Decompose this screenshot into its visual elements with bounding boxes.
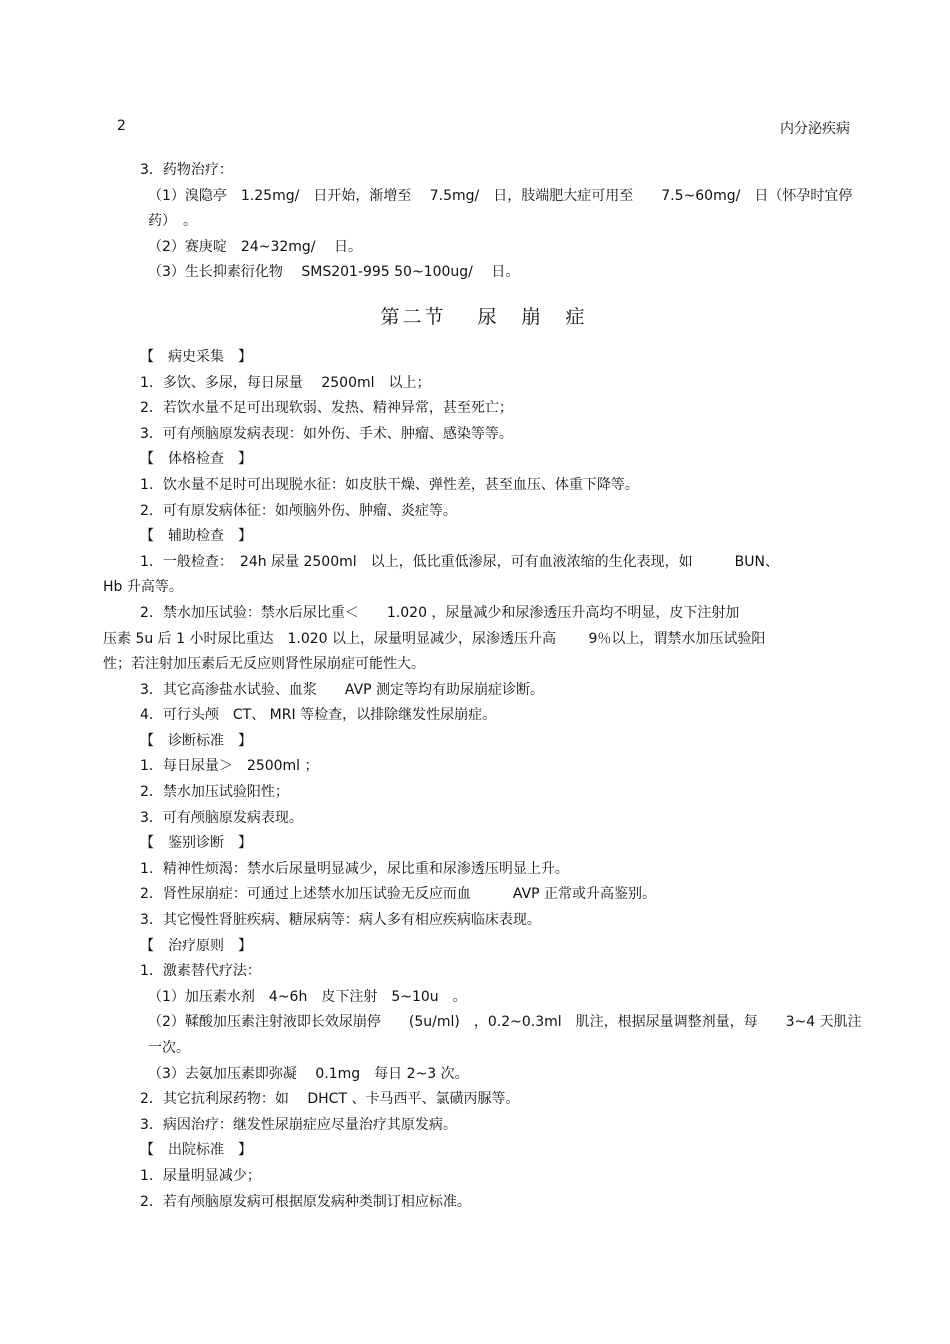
section-heading: 【 诊断标准 】	[140, 732, 252, 749]
text-line: 3．可有颅脑原发病表现：如外伤、手术、肿瘤、感染等等。	[140, 425, 513, 442]
text-line: 1．激素替代疗法：	[140, 963, 261, 980]
text-line: 1．饮水量不足时可出现脱水征：如皮肤干燥、弹性差，甚至血压、体重下降等。	[140, 476, 639, 493]
text-line: 2．禁水加压试验阳性；	[140, 784, 289, 801]
text-line: 2．其它抗利尿药物：如 DHCT 、卡马西平、氯磺丙脲等。	[140, 1091, 520, 1108]
text-line: 压素 5u 后 1 小时尿比重达 1.020 以上，尿量明显减少，尿渗透压升高 9％以上，谓禁水加压试验阳	[103, 630, 766, 647]
section-heading: 【 体格检查 】	[140, 451, 252, 468]
text-line: 2．可有原发病体征：如颅脑外伤、肿瘤、炎症等。	[140, 502, 457, 519]
text-line: 1．每日尿量＞ 2500ml ；	[140, 758, 319, 775]
text-line: （2）鞣酸加压素注射液即长效尿崩停 (5u/ml) ，0.2~0.3ml 肌注，根据尿量调整剂量，每 3~4 天肌注一次。	[148, 1014, 862, 1056]
text-line: 1．一般检查： 24h 尿量 2500ml 以上，低比重低渗尿，可有血液浓缩的生化表现，如 BUN、	[140, 553, 779, 570]
section-heading: 【 鉴别诊断 】	[140, 835, 252, 852]
text-line: （2）赛庚啶 24~32mg/ 日。	[148, 238, 362, 255]
text-line: 3．可有颅脑原发病表现。	[140, 809, 303, 826]
text-line: 2．肾性尿崩症：可通过上述禁水加压试验无反应而血 AVP 正常或升高鉴别。	[140, 886, 657, 903]
text-line: 3．病因治疗：继发性尿崩症应尽量治疗其原发病。	[140, 1116, 457, 1133]
text-line: 4．可行头颅 CT、 MRI 等检查，以排除继发性尿崩症。	[140, 707, 497, 724]
text-line: 2．禁水加压试验：禁水后尿比重＜ 1.020 ，尿量减少和尿渗透压升高均不明显，皮下注射加	[140, 604, 740, 621]
section-heading: 【 病史采集 】	[140, 348, 252, 365]
text-line: 3．其它慢性肾脏疾病、糖尿病等：病人多有相应疾病临床表现。	[140, 912, 541, 929]
text-line: 性；若注射加压素后无反应则肾性尿崩症可能性大。	[103, 656, 425, 673]
section-heading: 【 治疗原则 】	[140, 937, 252, 954]
text-line: 1．精神性烦渴：禁水后尿量明显减少，尿比重和尿渗透压明显上升。	[140, 860, 569, 877]
text-line: 2．若饮水量不足可出现软弱、发热、精神异常，甚至死亡；	[140, 400, 513, 417]
section-body	[103, 345, 865, 1215]
text-line: （3）去氨加压素即弥凝 0.1mg 每日 2~3 次。	[148, 1065, 469, 1082]
previous-section-text	[103, 158, 865, 286]
section-heading: 【 辅助检查 】	[140, 528, 252, 545]
document-body	[103, 158, 865, 1215]
text-line: 2．若有颅脑原发病可根据原发病种类制订相应标准。	[140, 1193, 471, 1210]
page-number: 2	[117, 118, 126, 134]
text-line: （3）生长抑素衍化物 SMS201-995 50~100ug/ 日。	[148, 264, 520, 281]
text-line: Hb 升高等。	[103, 579, 183, 596]
running-title: 内分泌疾病	[780, 121, 850, 137]
text-line: 1．多饮、多尿，每日尿量 2500ml 以上；	[140, 374, 431, 391]
text-line: 3．其它高渗盐水试验、血浆 AVP 测定等均有助尿崩症诊断。	[140, 681, 545, 698]
text-line: （1）加压素水剂 4~6h 皮下注射 5~10u 。	[148, 988, 467, 1005]
section-heading: 【 出院标准 】	[140, 1142, 252, 1159]
text-line: 3．药物治疗：	[140, 162, 233, 178]
text-line: （1）溴隐亭 1.25mg/ 日开始，渐增至 7.5mg/ 日，肢端肥大症可用至 7.5~60mg/ 日（怀孕时宜停药） 。	[148, 187, 853, 230]
text-line: 1．尿量明显减少；	[140, 1167, 261, 1184]
section-title: 第二节 尿 崩 症	[380, 305, 588, 328]
